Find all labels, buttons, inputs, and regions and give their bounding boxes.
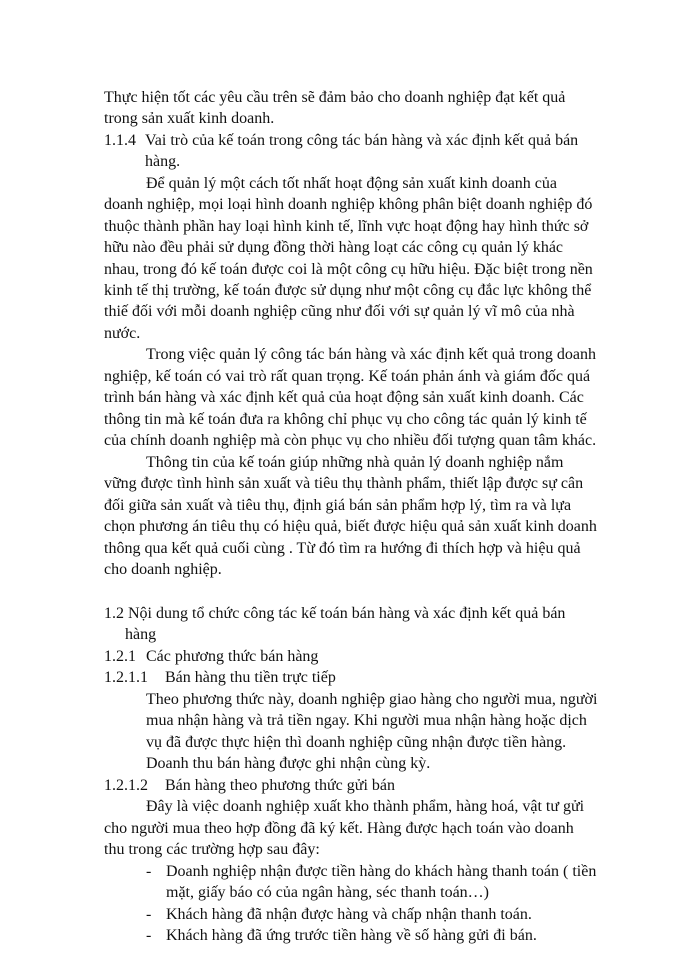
p4-line-1: Theo phương thức này, doanh nghiệp giao hàng cho người mua, người <box>146 691 598 708</box>
bullet-item-2: Khách hàng đã nhận được hàng và chấp nhận thanh toán. <box>166 906 532 923</box>
p4-line-2: mua nhận hàng và trả tiền ngay. Khi người mua nhận hàng hoặc dịch <box>146 712 587 729</box>
heading-title: Vai trò của kế toán trong công tác bán hàng và xác định kết quả bán <box>145 132 579 149</box>
bullet-item-3: Khách hàng đã ứng trước tiền hàng về số hàng gửi đi bán. <box>166 927 537 944</box>
p1-line-4: hữu nào đều phải sử dụng đồng thời hàng loạt các công cụ quản lý khác <box>104 239 564 256</box>
p4-line-4: Doanh thu bán hàng được ghi nhận cùng kỳ. <box>146 755 431 772</box>
intro-line-1: Thực hiện tốt các yêu cầu trên sẽ đảm bảo cho doanh nghiệp đạt kết quả <box>104 89 566 106</box>
heading-number: 1.2.1.1 <box>104 669 148 686</box>
p1-line-3: thuộc thành phần hay loại hình kinh tế, lĩnh vực hoạt động hay hình thức sở <box>104 218 589 235</box>
p1-line-2: doanh nghiệp, mọi loại hình doanh nghiệp không phân biệt doanh nghiệp đó <box>104 196 593 213</box>
p1-line-7: thiế đối với mỗi doanh nghiệp cũng như đối với sự quản lý vĩ mô của nhà <box>104 303 575 320</box>
heading-1-2: 1.2 Nội dung tổ chức công tác kế toán bán hàng và xác định kết quả bán <box>104 605 566 622</box>
heading-number: 1.2.1.2 <box>104 777 148 794</box>
p3-line-3: đối giữa sản xuất và tiêu thụ, định giá bán sản phẩm hợp lý, tìm ra và lựa <box>104 497 572 514</box>
p2-line-3: trình bán hàng và xác định kết quả của hoạt động sản xuất kinh doanh. Các <box>104 389 584 406</box>
p2-line-2: nghiệp, kế toán có vai trò rất quan trọng. Kế toán phản ánh và giám đốc quá <box>104 368 591 385</box>
heading-1-2-1-1 <box>104 668 336 687</box>
heading-1-2-1-2 <box>104 776 395 795</box>
p5-line-1: Đây là việc doanh nghiệp xuất kho thành phẩm, hàng hoá, vật tư gửi <box>146 798 585 815</box>
bullet-marker: - <box>146 906 152 923</box>
p4-line-3: vụ đã được thực hiện thì doanh nghiệp cũng nhận được tiền hàng. <box>146 734 567 751</box>
p5-line-2: cho người mua theo hợp đồng đã ký kết. Hàng được hạch toán vào doanh <box>104 820 574 837</box>
bullet-marker: - <box>146 863 152 880</box>
bullet-marker: - <box>146 927 152 944</box>
p1-line-5: nhau, trong đó kế toán được coi là một công cụ hữu hiệu. Đặc biệt trong nền <box>104 261 593 278</box>
p3-line-1: Thông tin của kế toán giúp những nhà quản lý doanh nghiệp nắm <box>146 454 564 471</box>
bullet-item-1-line-2: mặt, giấy báo có của ngân hàng, séc thanh toán…) <box>166 884 489 901</box>
p2-line-1: Trong việc quản lý công tác bán hàng và xác định kết quả trong doanh <box>146 346 596 363</box>
bullet-item-1-line-1: Doanh nghiệp nhận được tiền hàng do khách hàng thanh toán ( tiền <box>166 863 597 880</box>
heading-number: 1.1.4 <box>104 132 136 149</box>
heading-1-2-1 <box>104 647 318 666</box>
p3-line-4: chọn phương án tiêu thụ có hiệu quả, biết được hiệu quả sản xuất kinh doanh <box>104 518 597 535</box>
p1-line-1: Để quản lý một cách tốt nhất hoạt động sản xuất kinh doanh của <box>146 175 558 192</box>
intro-line-2: trong sản xuất kinh doanh. <box>104 110 275 127</box>
p5-line-3: thu trong các trường hợp sau đây: <box>104 841 320 858</box>
heading-number: 1.2.1 <box>104 648 136 665</box>
p3-line-2: vững được tình hình sản xuất và tiêu thụ thành phẩm, thiết lập được sự cân <box>104 475 584 492</box>
p1-line-8: nước. <box>104 325 141 342</box>
p3-line-5: thông qua kết quả cuối cùng . Từ đó tìm ra hướng đi thích hợp và hiệu quả <box>104 540 581 557</box>
p2-line-4: thông tin mà kế toán đưa ra không chỉ phục vụ cho công tác quản lý kinh tế <box>104 411 587 428</box>
heading-1-2-cont: hàng <box>125 626 157 643</box>
heading-title: Bán hàng theo phương thức gửi bán <box>165 777 395 794</box>
p3-line-6: cho doanh nghiệp. <box>104 561 222 578</box>
heading-title: Các phương thức bán hàng <box>146 648 319 665</box>
heading-title: Bán hàng thu tiền trực tiếp <box>165 669 336 686</box>
heading-1-1-4-cont: hàng. <box>145 153 181 170</box>
p1-line-6: kinh tế thị trường, kế toán được sử dụng như một công cụ đắc lực không thể <box>104 282 592 299</box>
heading-1-1-4 <box>104 131 578 150</box>
p2-line-5: của chính doanh nghiệp mà còn phục vụ cho nhiều đối tượng quan tâm khác. <box>104 432 597 449</box>
